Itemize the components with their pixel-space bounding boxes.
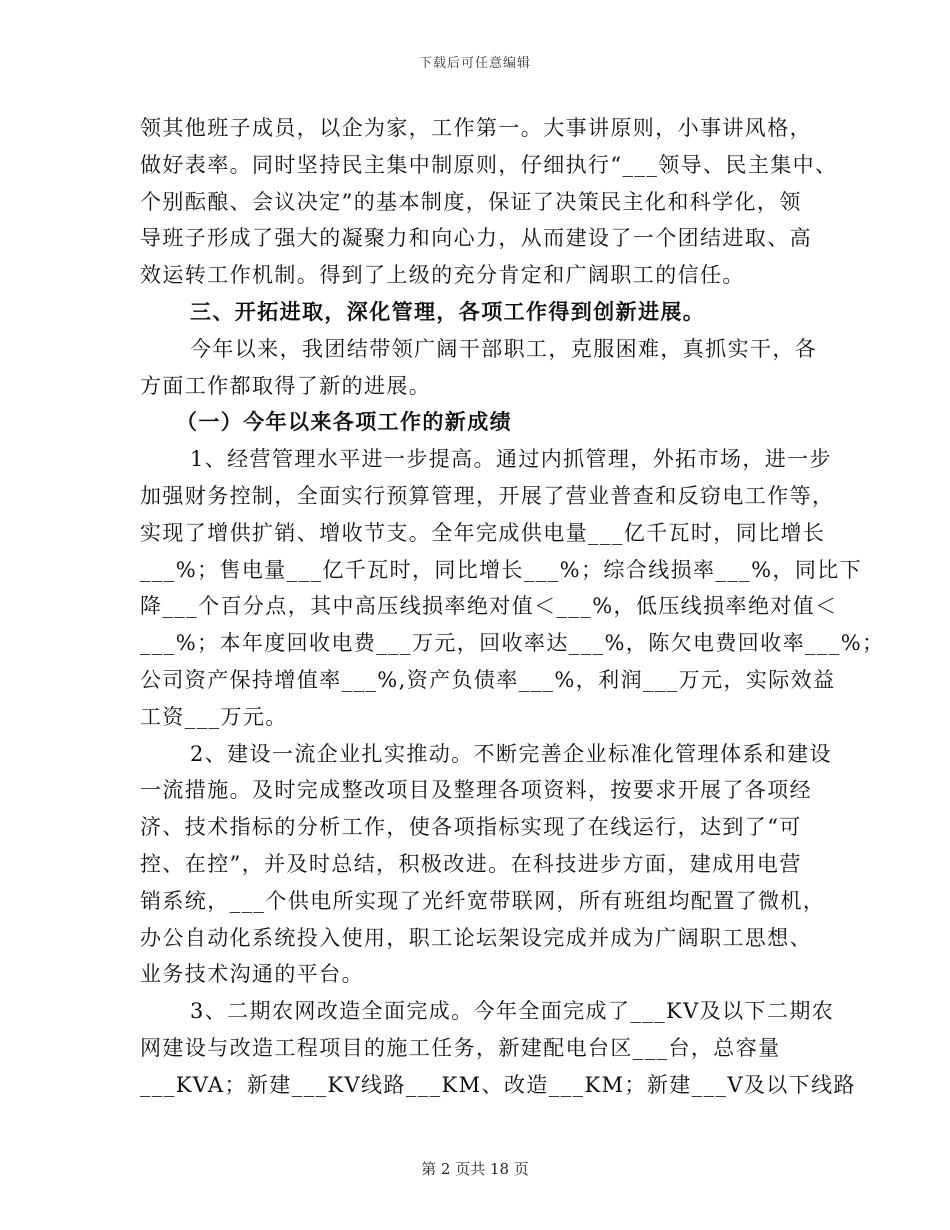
body-line: 加强财务控制，全面实行预算管理，开展了营业普查和反窃电工作等， <box>140 483 835 508</box>
body-line: 办公自动化系统投入使用，职工论坛架设完成并成为广阔职工思想、 <box>140 925 812 950</box>
body-line: 降___个百分点，其中高压线损率绝对值＜___%，低压线损率绝对值＜ <box>140 594 838 619</box>
body-line: 实现了增供扩销、增收节支。全年完成供电量___亿千瓦时，同比增长 <box>140 520 826 545</box>
body-line: 效运转工作机制。得到了上级的充分肯定和广阔职工的信任。 <box>140 263 745 288</box>
body-line: 做好表率。同时坚持民主集中制原则，仔细执行“___领导、民主集中、 <box>140 152 838 177</box>
body-line: 个别酝酿、会议决定”的基本制度，保证了决策民主化和科学化，领 <box>140 189 802 214</box>
body-line: 1、经营管理水平进一步提高。通过内抓管理，外拓市场，进一步 <box>190 447 832 472</box>
subsection-heading: （一）今年以来各项工作的新成绩 <box>176 409 512 435</box>
page-footer: 第 2 页共 18 页 <box>421 1160 529 1178</box>
page-header: 下载后可任意编辑 <box>418 56 531 71</box>
document-body <box>140 110 885 1104</box>
body-line: ___%；本年度回收电费___万元，回收率达___%，陈欠电费回收率___%； <box>140 631 885 656</box>
body-line: 工资___万元。 <box>140 704 288 729</box>
body-line: 一流措施。及时完成整改项目及整理各项资料，按要求开展了各项经 <box>140 778 812 803</box>
body-line: 方面工作都取得了新的进展。 <box>140 373 432 398</box>
body-line: 导班子形成了强大的凝聚力和向心力，从而建设了一个团结进取、高 <box>140 226 812 251</box>
body-line: 3、二期农网改造全面完成。今年全面完成了___KV及以下二期农 <box>190 999 835 1024</box>
body-line: 销系统，___个供电所实现了光纤宽带联网，所有班组均配置了微机， <box>140 888 826 913</box>
body-line: 网建设与改造工程项目的施工任务，新建配电台区___台，总容量 <box>140 1035 781 1060</box>
body-line: 领其他班子成员，以企为家，工作第一。大事讲原则，小事讲风格， <box>140 116 812 140</box>
body-line: 济、技术指标的分析工作，使各项指标实现了在线运行，达到了“可 <box>140 815 802 840</box>
body-line: 今年以来，我团结带领广阔干部职工，克服困难，真抓实干，各 <box>190 336 818 361</box>
body-line: ___KVA；新建___KV线路___KM、改造___KM；新建___V及以下线路 <box>140 1072 856 1097</box>
body-line: 公司资产保持增值率___%,资产负债率___%，利润___万元，实际效益 <box>140 667 836 692</box>
body-line: 控、在控”，并及时总结，积极改进。在科技进步方面，建成用电营 <box>140 851 802 876</box>
body-line: ___%；售电量___亿千瓦时，同比增长___%；综合线损率___%，同比下 <box>140 557 863 582</box>
body-line: 2、建设一流企业扎实推动。不断完善企业标准化管理体系和建设 <box>190 741 832 766</box>
body-line: 业务技术沟通的平台。 <box>140 962 364 987</box>
section-heading: 三、开拓进取，深化管理，各项工作得到创新进展。 <box>190 298 706 324</box>
